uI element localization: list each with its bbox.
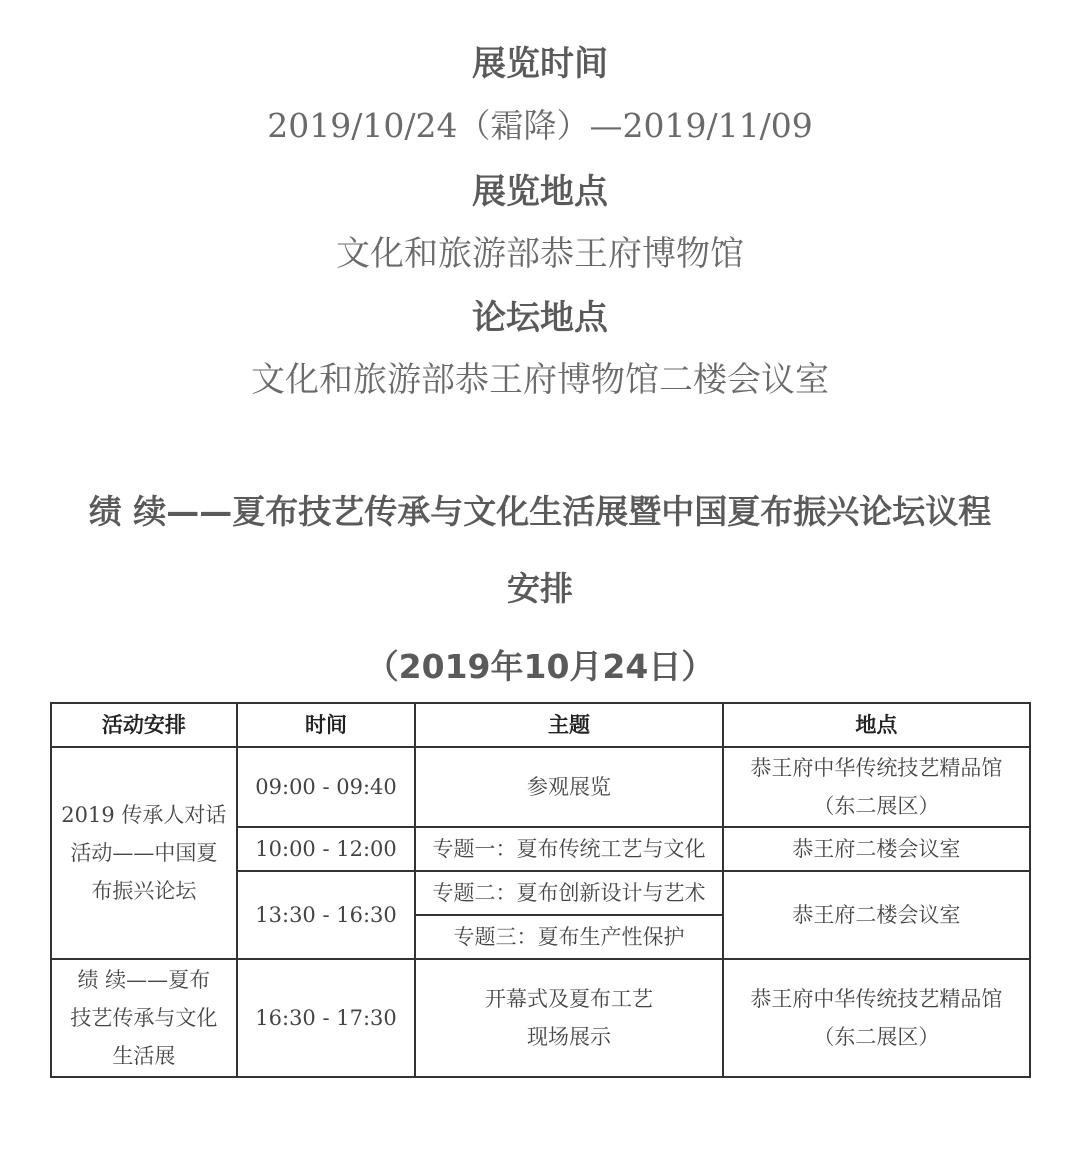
time-cell: 16:30 - 17:30: [237, 959, 416, 1077]
activity-line: 生活展: [112, 1044, 176, 1068]
place-cell: 恭王府二楼会议室: [723, 871, 1030, 959]
exhibition-time-value: 2019/10/24（霜降）—2019/11/09: [267, 106, 813, 145]
place-cell: [723, 959, 1030, 1077]
exhibition-time-heading: 展览时间: [472, 44, 608, 84]
exhibition-place-value: 文化和旅游部恭王府博物馆: [336, 234, 744, 274]
place-cell: [723, 747, 1030, 827]
exhibition-place-heading: 展览地点: [472, 172, 608, 212]
schedule-table: [50, 702, 1031, 1078]
activity-cell: [51, 747, 237, 959]
table-row: [51, 959, 1030, 1077]
topic-cell: 专题一：夏布传统工艺与文化: [415, 827, 722, 871]
place-line: （东二展区）: [813, 1025, 940, 1049]
agenda-title-line2: 安排: [507, 569, 573, 608]
topic-cell: 专题三：夏布生产性保护: [415, 915, 722, 959]
table-row: [51, 747, 1030, 827]
topic-cell: 专题二：夏布创新设计与艺术: [415, 871, 722, 915]
agenda-title-line1: 绩 续——夏布技艺传承与文化生活展暨中国夏布振兴论坛议程: [88, 492, 992, 531]
forum-place-value: 文化和旅游部恭王府博物馆二楼会议室: [251, 360, 829, 400]
topic-cell: 参观展览: [415, 747, 722, 827]
header-topic: 主题: [415, 703, 722, 747]
agenda-date: （2019年10月24日）: [365, 647, 715, 686]
header-time: 时间: [237, 703, 416, 747]
activity-line: 技艺传承与文化: [70, 1006, 218, 1030]
activity-line: 2019 传承人对话: [61, 803, 227, 827]
header-place: 地点: [723, 703, 1030, 747]
activity-line: 布振兴论坛: [91, 879, 197, 903]
place-line: （东二展区）: [813, 794, 940, 818]
place-line: 恭王府中华传统技艺精品馆: [750, 987, 1003, 1011]
topic-cell: [415, 959, 722, 1077]
activity-line: 活动——中国夏: [70, 841, 218, 865]
activity-line: 绩 续——夏布: [77, 968, 211, 992]
forum-place-heading: 论坛地点: [472, 298, 608, 338]
place-cell: 恭王府二楼会议室: [723, 827, 1030, 871]
header-activity: 活动安排: [51, 703, 237, 747]
time-cell: 13:30 - 16:30: [237, 871, 416, 959]
activity-cell: [51, 959, 237, 1077]
time-cell: 09:00 - 09:40: [237, 747, 416, 827]
time-cell: 10:00 - 12:00: [237, 827, 416, 871]
table-header-row: [51, 703, 1030, 747]
topic-line: 开幕式及夏布工艺: [485, 987, 653, 1011]
place-line: 恭王府中华传统技艺精品馆: [750, 756, 1003, 780]
topic-line: 现场展示: [527, 1025, 611, 1049]
